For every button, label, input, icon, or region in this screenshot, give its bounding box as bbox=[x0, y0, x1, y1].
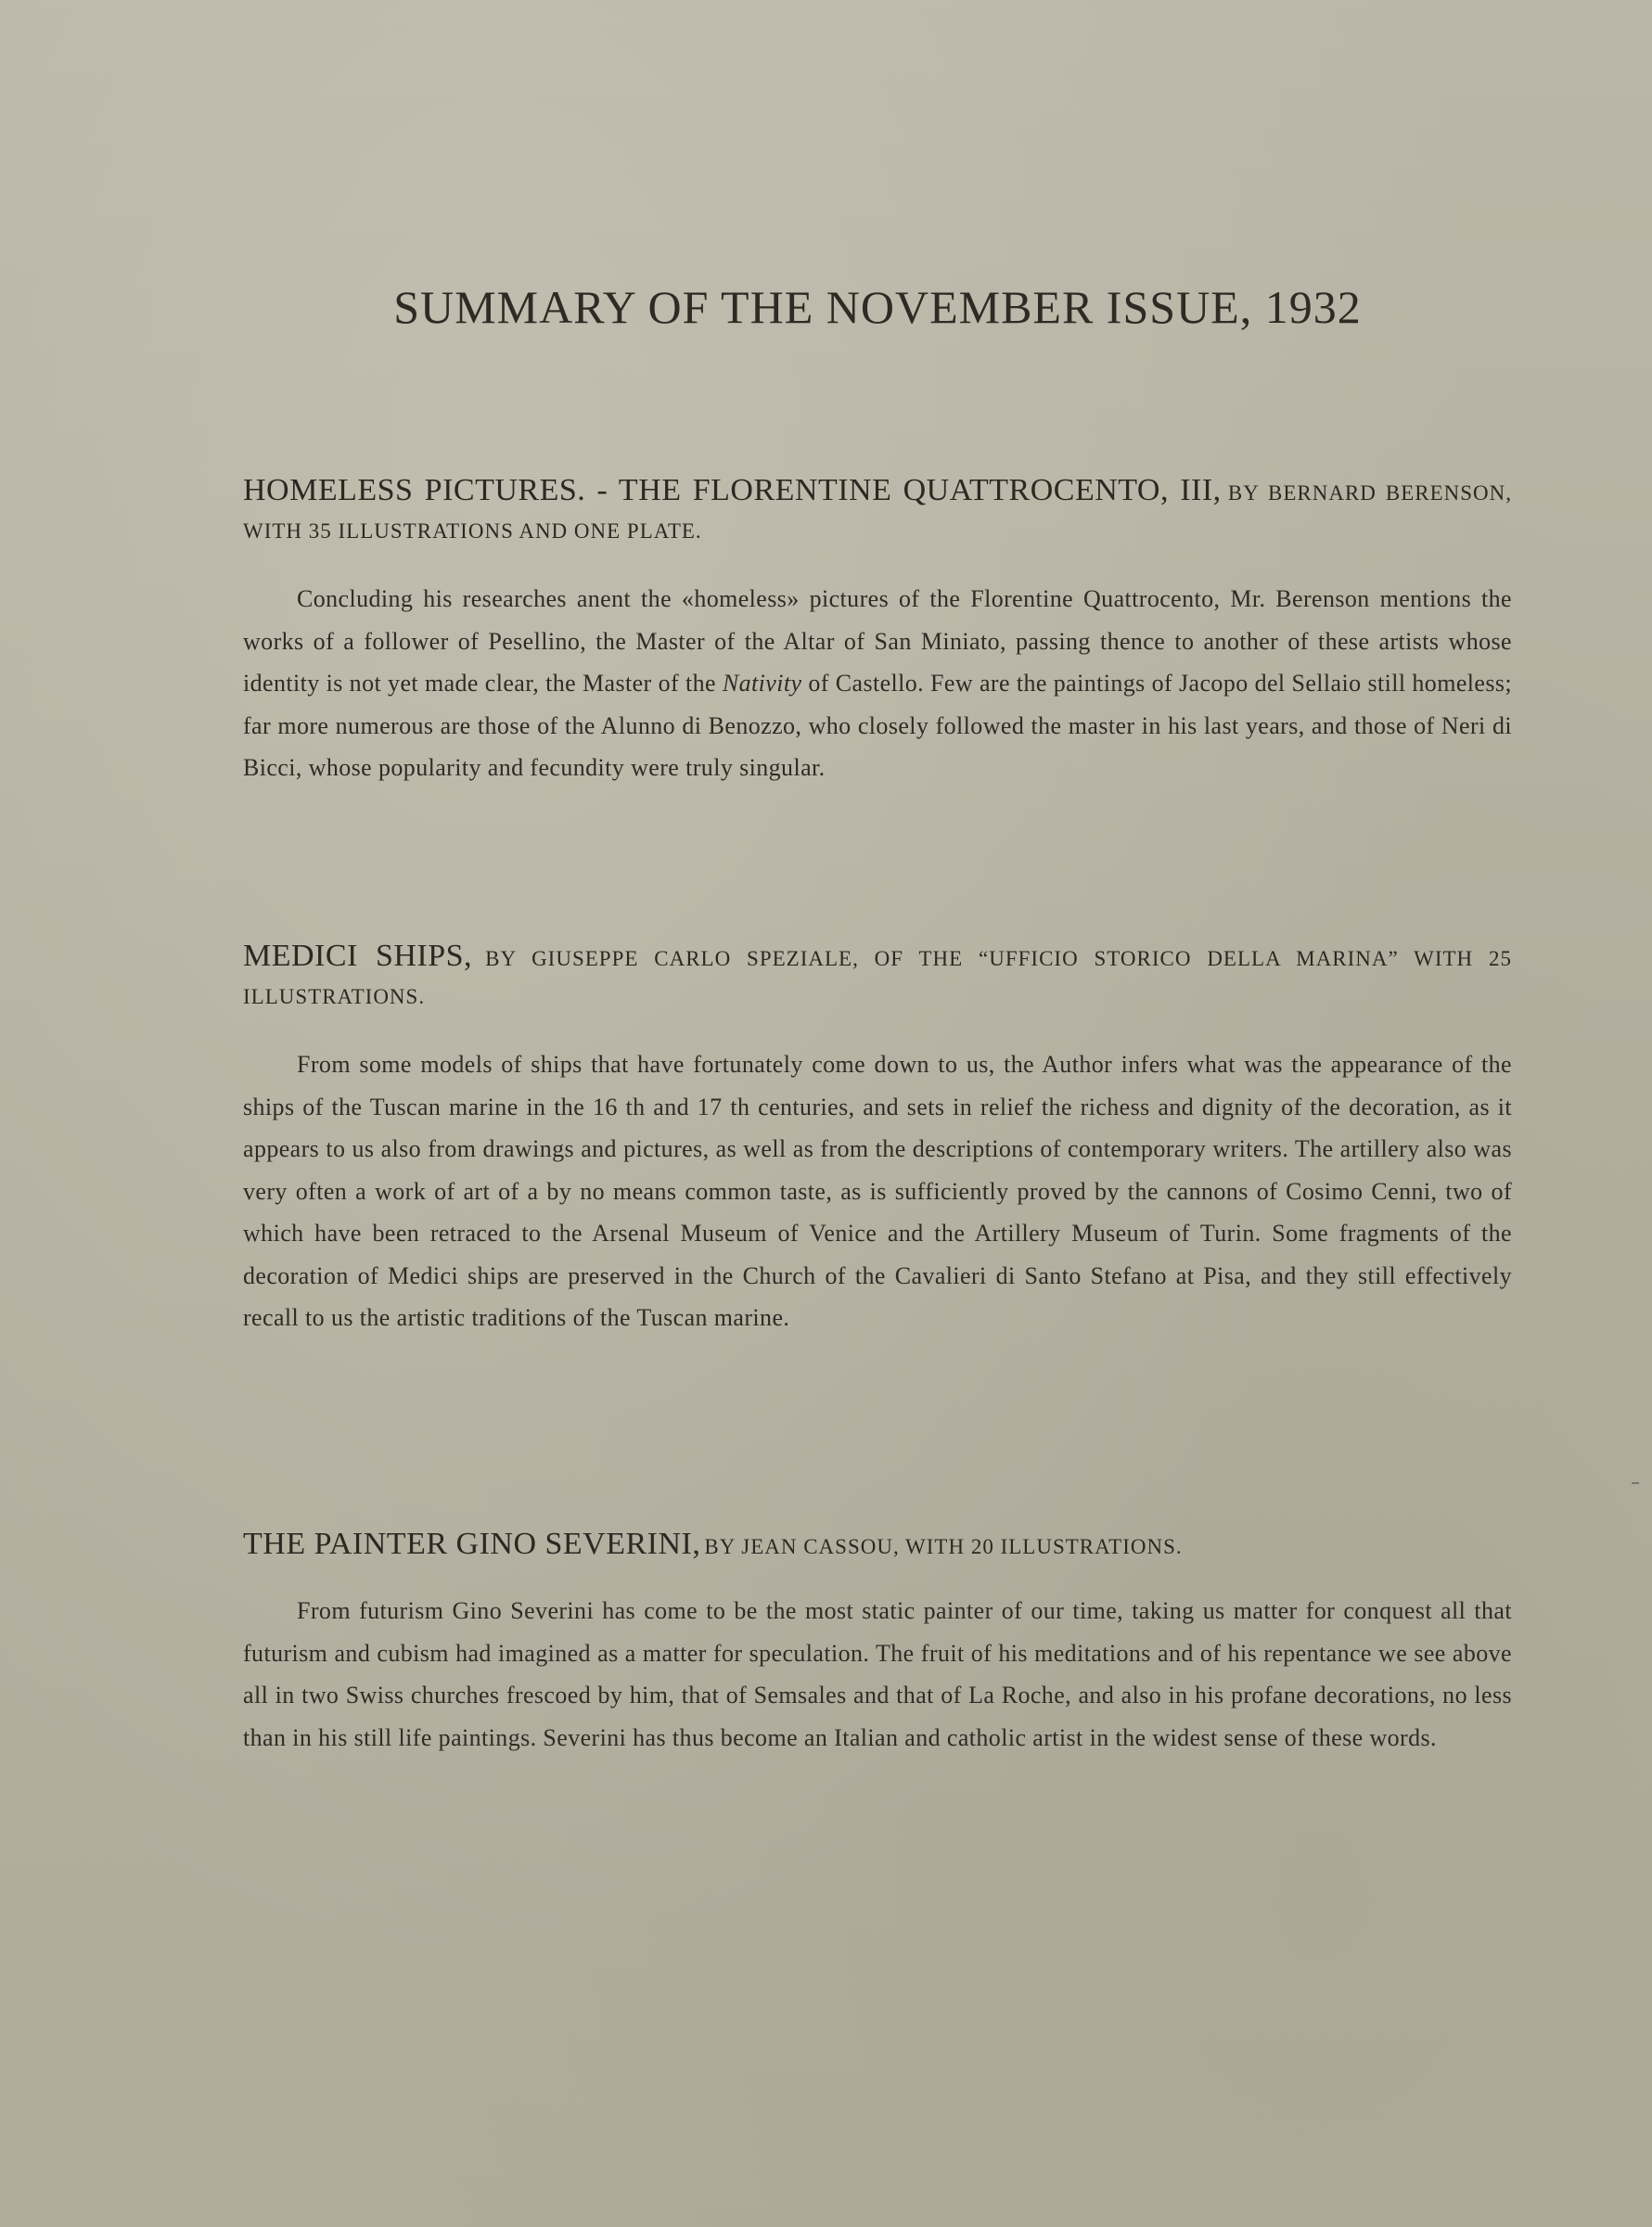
article-summary-text: From futurism Gino Severini has come to be the most static painter of our time, taking us matter for conquest all that futurism and cubism had imagined as a matter for speculation. The fruit of his meditations and of his repentance we see above all in two Swiss churches frescoed by him, that of Semsales and that of La Roche, and also in his profane decorations, no less than in his still life paintings. Severini has thus become an Italian and catholic artist in the widest sense of these words. bbox=[243, 1597, 1512, 1751]
page-title: SUMMARY OF THE NOVEMBER ISSUE, 1932 bbox=[393, 281, 1362, 333]
article-summary-gino-severini bbox=[243, 1527, 1512, 1759]
article-heading bbox=[243, 473, 1512, 552]
summary-text-part: Concluding his researches anent the «homeless» pictures of the Florentine Quattrocento, Mr. Berenson mentions the works of a follower of Pesellino, the Master of the Altar of San Miniato, passing thence to another of these artists whose identity is not yet made clear, the Master of the bbox=[243, 585, 1512, 697]
article-byline: BY GIUSEPPE CARLO SPEZIALE, OF THE “UFFICIO STORICO DELLA MARINA” WITH 25 ILLUSTRATIONS. bbox=[243, 947, 1512, 1008]
article-summary-medici-ships bbox=[243, 939, 1512, 1339]
article-title: HOMELESS PICTURES. - THE FLORENTINE QUATTROCENTO, III, bbox=[243, 473, 1222, 507]
summary-text-part: of Castello. Few are the paintings of Jacopo del Sellaio still homeless; far more numerous are those of the Alunno di Benozzo, who closely followed the master in his last years, and those of Neri di Bicci, whose popularity and fecundity were truly singular. bbox=[243, 670, 1512, 781]
summary-italic-term: Nativity bbox=[722, 670, 802, 697]
article-summary-text bbox=[243, 578, 1512, 789]
article-title: THE PAINTER GINO SEVERINI, bbox=[243, 1527, 701, 1561]
article-title: MEDICI SHIPS, bbox=[243, 939, 473, 973]
article-summary-text: From some models of ships that have fortunately come down to us, the Author infers what was the appearance of the ships of the Tuscan marine in the 16 th and 17 th centuries, and sets in relief the richess and dignity of the decoration, as it appears to us also from drawings and pictures, as well as from the descriptions of contemporary writers. The artillery also was very often a work of art of a by no means common taste, as is sufficiently proved by the cannons of Cosimo Cenni, two of which have been retraced to the Arsenal Museum of Venice and the Artillery Museum of Turin. Some fragments of the decoration of Medici ships are preserved in the Church of the Cavalieri di Santo Stefano at Pisa, and they still effectively recall to us the artistic traditions of the Tuscan marine. bbox=[243, 1051, 1512, 1331]
article-byline: BY JEAN CASSOU, WITH 20 ILLUSTRATIONS. bbox=[704, 1535, 1183, 1558]
article-summary-homeless-pictures bbox=[243, 473, 1512, 789]
page-edge-mark bbox=[1632, 1482, 1639, 1484]
article-heading bbox=[243, 939, 1512, 1018]
article-byline: BY BERNARD BERENSON, WITH 35 ILLUSTRATIONS AND ONE PLATE. bbox=[243, 481, 1513, 543]
article-heading bbox=[243, 1527, 1512, 1568]
